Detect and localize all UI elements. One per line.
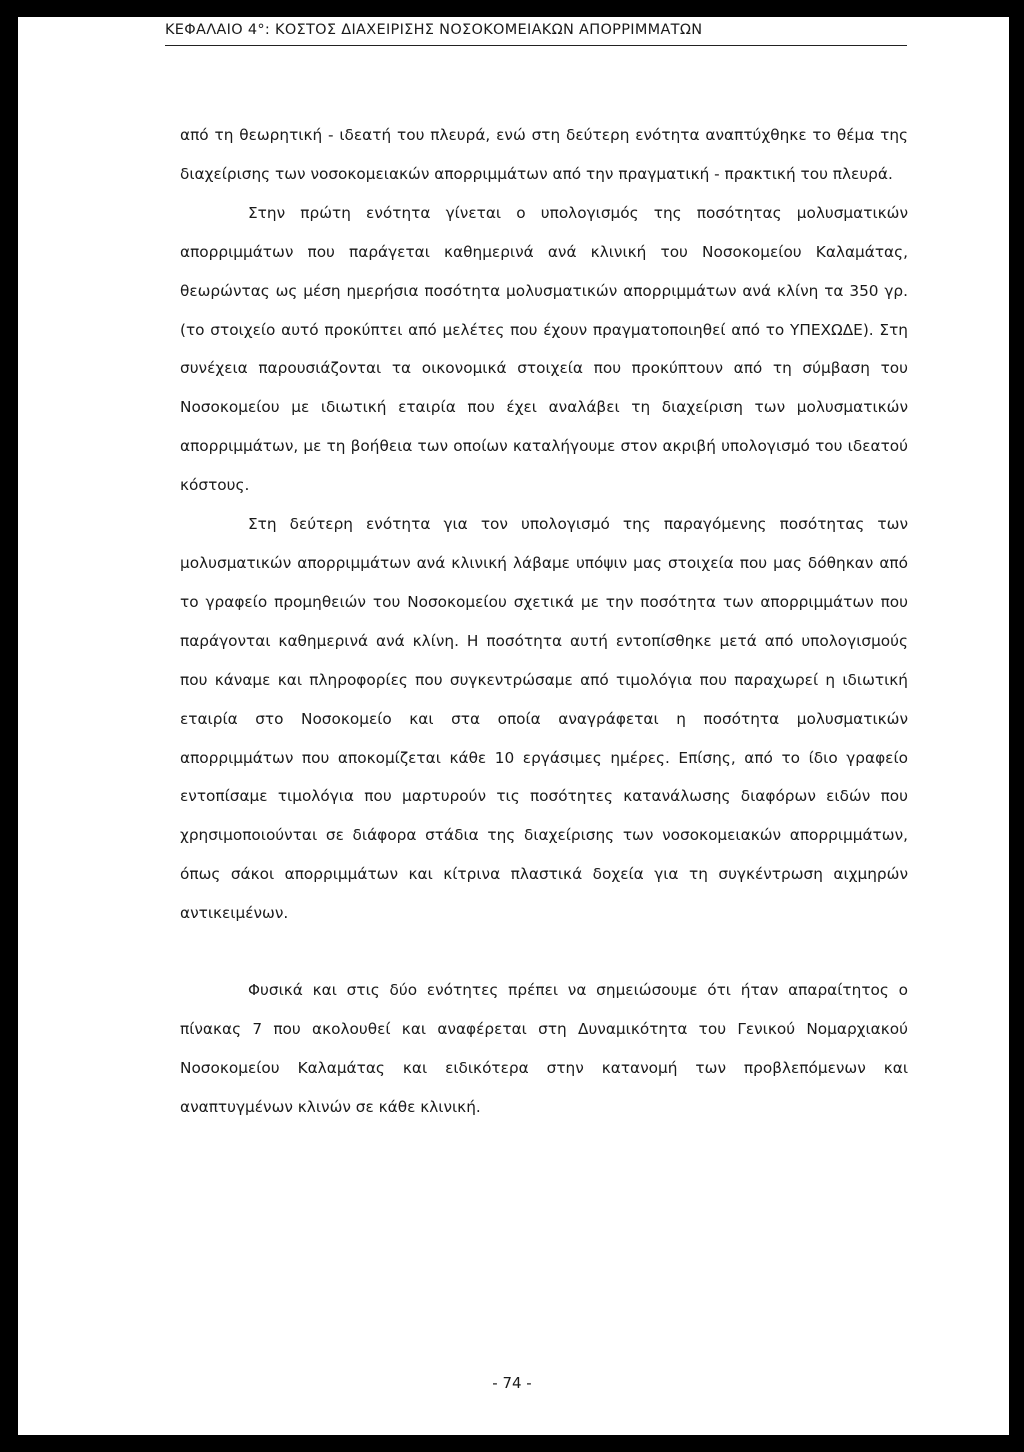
page-number: - 74 - bbox=[492, 1374, 532, 1392]
body-text bbox=[180, 116, 908, 1127]
running-header: ΚΕΦΑΛΑΙΟ 4°: ΚΟΣΤΟΣ ΔΙΑΧΕΙΡΙΣΗΣ ΝΟΣΟΚΟΜΕΙΑΚΩΝ ΑΠΟΡΡΙΜΜΑΤΩΝ bbox=[165, 22, 703, 38]
paragraph-first-section: Στην πρώτη ενότητα γίνεται ο υπολογισμός της ποσότητας μολυσματικών απορριμμάτων που παράγεται καθημερινά ανά κλινική του Νοσοκομείου Καλαμάτας, θεωρώντας ως μέση ημερήσια ποσότητα μολυσματικών απορριμμάτων ανά κλίνη τα 350 γρ. (το στοιχείο αυτό προκύπτει από μελέτες που έχουν πραγματοποιηθεί από το ΥΠΕΧΩΔΕ). Στη συνέχεια παρουσιάζονται τα οικονομικά στοιχεία που προκύπτουν από τη σύμβαση του Νοσοκομείου με ιδιωτική εταιρία που έχει αναλάβει τη διαχείριση των μολυσματικών απορριμμάτων, με τη βοήθεια των οποίων καταλήγουμε στον ακριβή υπολογισμό του ιδεατού κόστους. bbox=[180, 203, 908, 495]
header-rule bbox=[165, 45, 907, 46]
paragraph-second-section: Στη δεύτερη ενότητα για τον υπολογισμό της παραγόμενης ποσότητας των μολυσματικών απορριμμάτων ανά κλινική λάβαμε υπόψιν μας στοιχεία που μας δόθηκαν από το γραφείο προμηθειών του Νοσοκομείου σχετικά με την ποσότητα των απορριμμάτων που παράγονται καθημερινά ανά κλίνη. Η ποσότητα αυτή εντοπίσθηκε μετά από υπολογισμούς που κάναμε και πληροφορίες που συγκεντρώσαμε από τιμολόγια που παραχωρεί η ιδιωτική εταιρία στο Νοσοκομείο και στα οποία αναγράφεται η ποσότητα μολυσματικών απορριμμάτων που αποκομίζεται κάθε 10 εργάσιμες ημέρες. Επίσης, από το ίδιο γραφείο εντοπίσαμε τιμολόγια που μαρτυρούν τις ποσότητες κατανάλωσης διαφόρων ειδών που χρησιμοποιούνται σε διάφορα στάδια της διαχείρισης των νοσοκομειακών απορριμμάτων, όπως σάκοι απορριμμάτων και κίτρινα πλαστικά δοχεία για τη συγκέντρωση αιχμηρών αντικειμένων. bbox=[180, 515, 908, 923]
paragraph-conclusion: Φυσικά και στις δύο ενότητες πρέπει να σημειώσουμε ότι ήταν απαραίτητος ο πίνακας 7 που ακολουθεί και αναφέρεται στη Δυναμικότητα του Γενικού Νομαρχιακού Νοσοκομείου Καλαμάτας και ειδικότερα στην κατανομή των προβλεπόμενων και αναπτυγμένων κλινών σε κάθε κλινική. bbox=[180, 981, 908, 1116]
paragraph-continuation: από τη θεωρητική - ιδεατή του πλευρά, ενώ στη δεύτερη ενότητα αναπτύχθηκε το θέμα της διαχείρισης των νοσοκομειακών απορριμμάτων από την πραγματική - πρακτική του πλευρά. bbox=[180, 126, 908, 183]
